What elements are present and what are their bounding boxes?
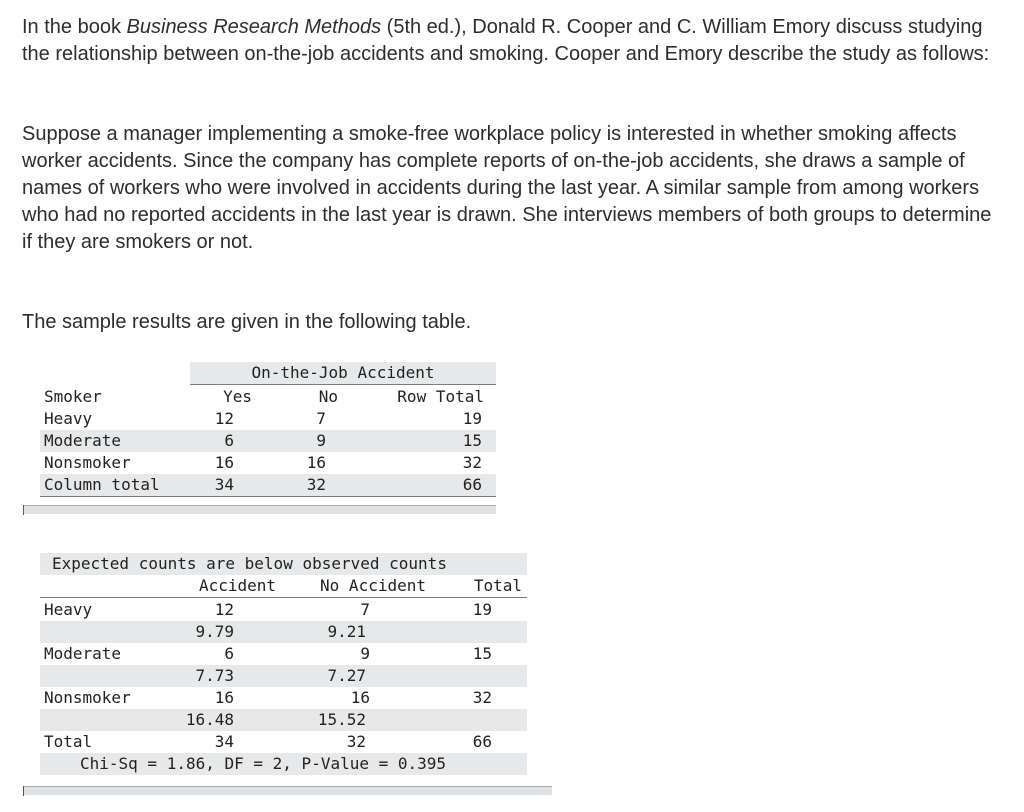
results-intro: The sample results are given in the following table. <box>22 311 472 333</box>
table1-header-no: No <box>318 387 338 406</box>
table1-header-row-total: Row Total <box>397 387 484 406</box>
table2-header-row <box>40 575 527 597</box>
intro-pre: In the book <box>22 16 127 38</box>
table2-header-no-accident: No Accident <box>320 576 426 595</box>
table-row: Heavy 12 7 19 <box>44 600 492 619</box>
book-title: Business Research Methods <box>126 16 382 38</box>
table2-frame-bottom <box>24 786 552 795</box>
table-row: Total 34 32 66 <box>44 732 492 751</box>
table1-header-row <box>40 386 496 408</box>
table-row: 9.79 9.21 <box>195 622 366 641</box>
table1-super-header: On-the-Job Accident <box>251 363 435 382</box>
table2-header-accident: Accident <box>198 576 276 595</box>
table-row: 16.48 15.52 <box>185 710 366 729</box>
table1-header-yes: Yes <box>223 387 252 406</box>
table1-header-smoker: Smoker <box>44 387 102 406</box>
intro-post: (5th ed.), Donald R. Cooper and C. William Emory discuss studying the relationship between on-the-job accidents and smoking. Cooper and Emory describe the study as follows: <box>22 16 990 65</box>
table-row: Nonsmoker 16 16 32 <box>44 453 482 472</box>
table1-frame-bottom <box>24 505 496 514</box>
table2-header-total: Total <box>473 576 522 595</box>
table-row: Column total 34 32 66 <box>44 475 482 494</box>
table1-super-header-row <box>40 362 496 384</box>
table2-caption-row <box>40 553 527 575</box>
table-row: Moderate 6 9 15 <box>44 644 492 663</box>
chi-square-stats-row <box>40 753 527 775</box>
table-row: Heavy 12 7 19 <box>44 409 482 428</box>
intro-paragraph <box>22 14 997 68</box>
table-row: 7.73 7.27 <box>195 666 366 685</box>
table2-caption: Expected counts are below observed counts <box>52 554 447 573</box>
chi-square-stats: Chi-Sq = 1.86, DF = 2, P-Value = 0.395 <box>80 754 447 773</box>
scenario-paragraph: Suppose a manager implementing a smoke-free workplace policy is interested in whether smoking affects worker accidents. Since the company has complete reports of on-the-job accidents, she draws a sample of names of workers who were involved in accidents during the last year. A similar sample from among workers who had no reported accidents in the last year is drawn. She interviews members of both groups to determine if they are smokers or not. <box>22 123 992 253</box>
table-row: Moderate 6 9 15 <box>44 431 482 450</box>
table-row: Nonsmoker 16 16 32 <box>44 688 492 707</box>
